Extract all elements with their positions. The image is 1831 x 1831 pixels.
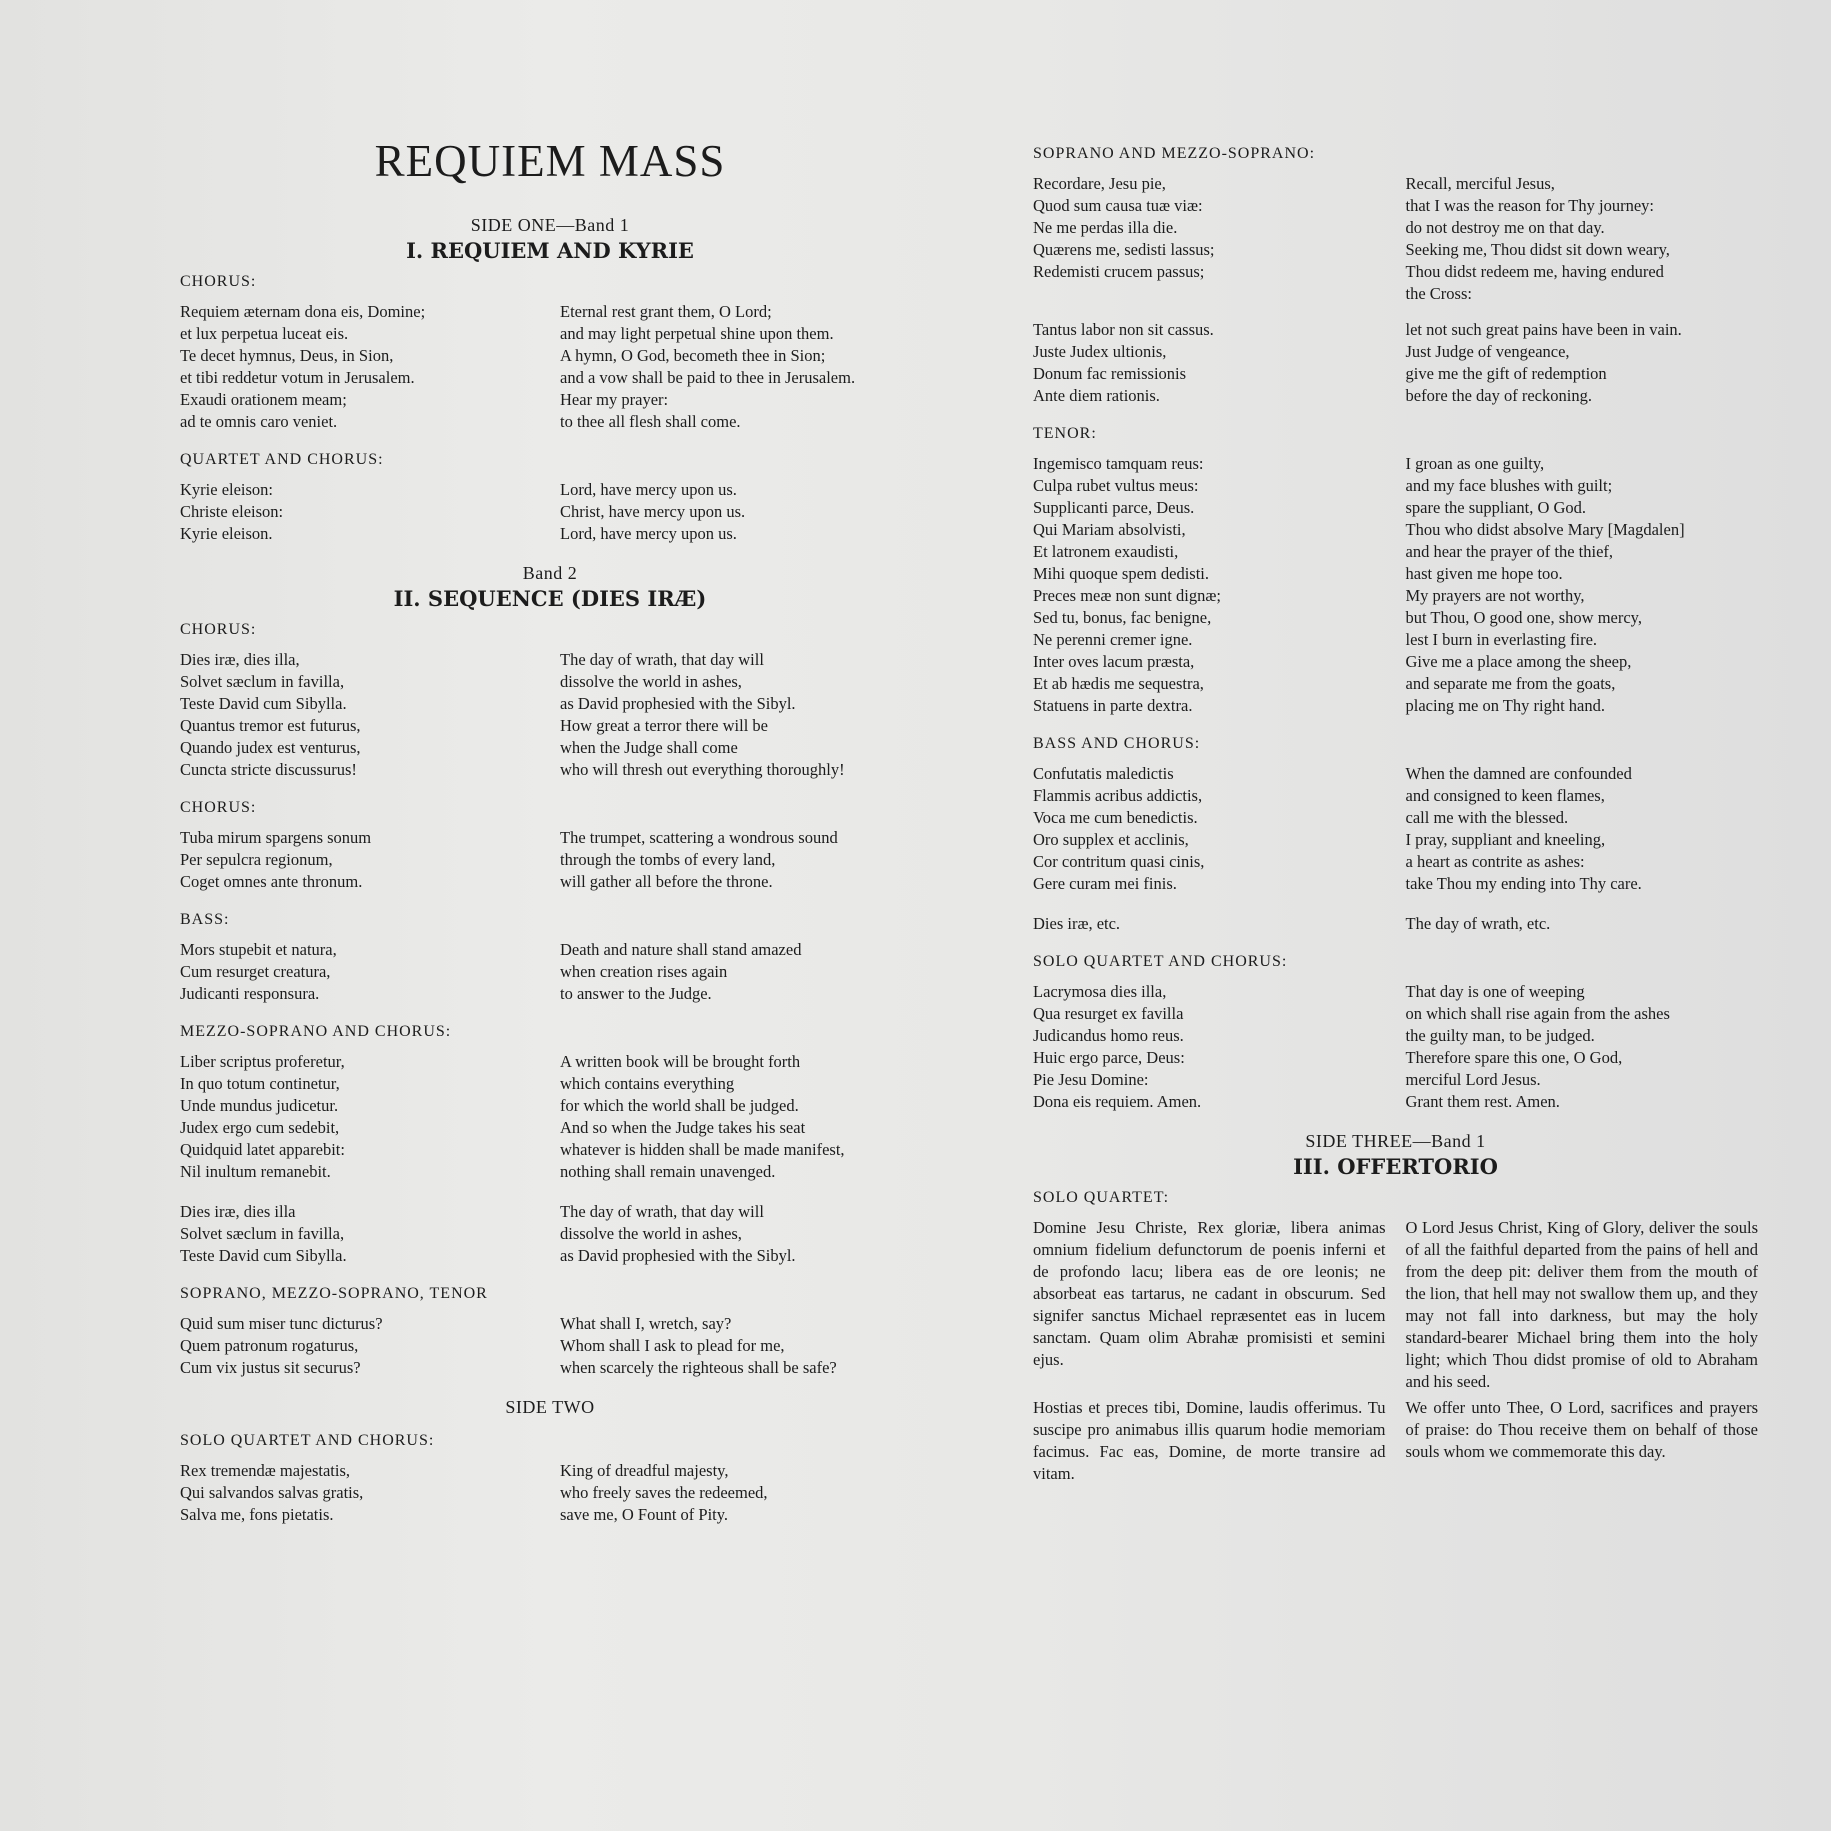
english-column [1406,319,1759,407]
latin-line: Quantus tremor est futurus, [180,716,361,735]
text-block [180,1201,920,1267]
text-block [1033,425,1758,717]
section-label: CHORUS: [180,799,257,816]
latin-line: Confutatis maledictis [1033,764,1174,783]
latin-column [1033,319,1406,407]
english-column [560,939,920,1005]
latin-line: Quando judex est venturus, [180,738,361,757]
english-line: through the tombs of every land, [560,850,776,869]
section-label: SOLO QUARTET AND CHORUS: [180,1432,435,1449]
latin-line: Quidquid latet apparebit: [180,1140,345,1159]
latin-line: Kyrie eleison. [180,524,273,543]
english-line: hast given me hope too. [1405,564,1563,583]
latin-line: Exaudi orationem meam; [180,390,347,409]
english-line: And so when the Judge takes his seat [560,1118,806,1137]
latin-line: Sed tu, bonus, fac benigne, [1033,608,1212,627]
latin-column [180,1313,560,1379]
english-line: Therefore spare this one, O God, [1405,1048,1623,1067]
english-line: and consigned to keen flames, [1405,786,1605,805]
latin-line: Pie Jesu Domine: [1033,1070,1149,1089]
english-line: as David prophesied with the Sibyl. [560,694,796,713]
english-line: that I was the reason for Thy journey: [1405,196,1654,215]
english-line: Lord, have mercy upon us. [560,480,737,499]
english-line: Thou didst redeem me, having endured [1405,262,1664,281]
verse-pair [180,939,920,1005]
english-line: My prayers are not worthy, [1405,586,1585,605]
english-line: but Thou, O good one, show mercy, [1405,608,1642,627]
english-line: That day is one of weeping [1405,982,1585,1001]
text-block [1033,145,1758,305]
english-line: for which the world shall be judged. [560,1096,799,1115]
english-line: Hear my prayer: [560,390,669,409]
english-line: spare the suppliant, O God. [1405,498,1587,517]
band-heading: Band 2 [522,563,578,583]
english-column [1406,173,1759,305]
latin-column [180,649,560,781]
offertorio-pair [1033,1217,1758,1485]
section-label: BASS: [180,911,230,928]
latin-line: Quid sum miser tunc dicturus? [180,1314,383,1333]
english-line: to answer to the Judge. [560,984,712,1003]
english-line: who freely saves the redeemed, [560,1483,768,1502]
english-line: when the Judge shall come [560,738,738,757]
english-line: The day of wrath, that day will [560,650,764,669]
latin-line: Christe eleison: [180,502,284,521]
latin-line: Cum resurget creatura, [180,962,331,981]
english-paragraph: We offer unto Thee, O Lord, sacrifices and prayers of praise: do Thou receive them on behalf of those souls whom we commemorate this day. [1405,1398,1758,1461]
latin-column [180,827,560,893]
section-title: III. OFFERTORIO [1293,1154,1498,1179]
latin-line: Teste David cum Sibylla. [180,694,347,713]
latin-line: Judicandus homo reus. [1033,1026,1184,1045]
page-title: REQUIEM MASS [374,136,726,186]
latin-line: Quærens me, sedisti lassus; [1033,240,1215,259]
english-column [1406,913,1759,935]
latin-line: Solvet sæclum in favilla, [180,672,345,691]
latin-line: Requiem æternam dona eis, Domine; [180,302,426,321]
verse-pair [180,1051,920,1183]
latin-line: Judicanti responsura. [180,984,320,1003]
side-heading: SIDE TWO [505,1397,595,1417]
band-heading: SIDE THREE—Band 1 [1305,1131,1486,1151]
english-column [560,1313,920,1379]
english-line: merciful Lord Jesus. [1405,1070,1541,1089]
latin-line: Nil inultum remanebit. [180,1162,331,1181]
latin-column [180,1201,560,1267]
english-line: and separate me from the goats, [1405,674,1616,693]
latin-line: Cor contritum quasi cinis, [1033,852,1205,871]
english-line: the Cross: [1405,284,1472,303]
english-paragraph: O Lord Jesus Christ, King of Glory, deliver the souls of all the faithful departed from the pains of hell and from the deep pit: deliver them from the mouth of the lion, that hell may not swallow them up, and they may not fall into darkness, but may the holy standard-bearer Michael bring them into the holy light; which Thou didst promise of old to Abraham and his seed. [1405,1218,1758,1391]
latin-column [1033,763,1406,895]
english-line: dissolve the world in ashes, [560,672,742,691]
english-line: Lord, have mercy upon us. [560,524,737,543]
section-label: CHORUS: [180,621,257,638]
english-line: give me the gift of redemption [1405,364,1607,383]
text-block [180,1432,920,1526]
english-column [560,1460,920,1526]
latin-line: Flammis acribus addictis, [1033,786,1203,805]
latin-column [180,479,560,545]
verse-pair [180,827,920,893]
section-label: SOPRANO, MEZZO-SOPRANO, TENOR [180,1285,488,1302]
text-block [180,1023,920,1183]
english-line: King of dreadful majesty, [560,1461,729,1480]
english-line: The day of wrath, that day will [560,1202,764,1221]
verse-pair [1033,913,1758,935]
verse-pair [1033,173,1758,305]
latin-line: Per sepulcra regionum, [180,850,333,869]
english-line: save me, O Fount of Pity. [560,1505,729,1524]
latin-line: Salva me, fons pietatis. [180,1505,334,1524]
band-heading: SIDE ONE—Band 1 [470,215,630,235]
english-line: When the damned are confounded [1405,764,1632,783]
latin-column [180,939,560,1005]
text-block [1033,913,1758,935]
english-column [560,649,920,781]
latin-line: Judex ergo cum sedebit, [180,1118,340,1137]
section-label: SOLO QUARTET AND CHORUS: [1033,953,1288,970]
verse-pair [180,1313,920,1379]
english-line: dissolve the world in ashes, [560,1224,742,1243]
text-block [1033,953,1758,1113]
english-line: who will thresh out everything thoroughly! [560,760,845,779]
english-line: What shall I, wretch, say? [560,1314,732,1333]
verse-pair [1033,763,1758,895]
english-line: when creation rises again [560,962,728,981]
verse-pair [180,301,920,433]
english-line: I groan as one guilty, [1405,454,1545,473]
latin-line: Dies iræ, dies illa, [180,650,300,669]
english-line: Thou who didst absolve Mary [Magdalen] [1405,520,1685,539]
english-line: lest I burn in everlasting fire. [1405,630,1598,649]
latin-line: Preces meæ non sunt dignæ; [1033,586,1221,605]
english-line: on which shall rise again from the ashes [1405,1004,1670,1023]
latin-line: ad te omnis caro veniet. [180,412,338,431]
english-line: will gather all before the throne. [560,872,773,891]
english-column [1406,981,1759,1113]
text-block [1033,319,1758,407]
latin-line: Liber scriptus proferetur, [180,1052,345,1071]
latin-column [1033,1217,1406,1485]
section-label: CHORUS: [180,273,257,290]
english-line: Seeking me, Thou didst sit down weary, [1405,240,1670,259]
english-line: and my face blushes with guilt; [1405,476,1613,495]
english-column [1406,763,1759,895]
latin-line: Ne me perdas illa die. [1033,218,1178,237]
latin-line: Qui salvandos salvas gratis, [180,1483,364,1502]
latin-line: Coget omnes ante thronum. [180,872,363,891]
english-line: How great a terror there will be [560,716,768,735]
section-label: TENOR: [1033,425,1097,442]
text-block [180,799,920,893]
latin-line: Dona eis requiem. Amen. [1033,1092,1202,1111]
english-column [560,301,920,433]
latin-line: Dies iræ, dies illa [180,1202,296,1221]
english-line: Christ, have mercy upon us. [560,502,746,521]
left-column [180,135,920,1544]
english-line: do not destroy me on that day. [1405,218,1605,237]
latin-paragraph: Hostias et preces tibi, Domine, laudis offerimus. Tu suscipe pro animabus illis quarum hodie memoriam facimus. Fac eas, Domine, de morte transire ad vitam. [1033,1398,1386,1483]
latin-line: Cum vix justus sit securus? [180,1358,361,1377]
english-line: call me with the blessed. [1405,808,1569,827]
latin-line: Quem patronum rogaturus, [180,1336,359,1355]
text-block [1033,735,1758,895]
english-line: A hymn, O God, becometh thee in Sion; [560,346,826,365]
latin-line: et tibi reddetur votum in Jerusalem. [180,368,415,387]
latin-column [1033,173,1406,305]
english-line: before the day of reckoning. [1405,386,1592,405]
latin-line: Statuens in parte dextra. [1033,696,1193,715]
verse-pair [180,479,920,545]
latin-line: Qua resurget ex favilla [1033,1004,1184,1023]
latin-paragraph: Domine Jesu Christe, Rex gloriæ, libera animas omnium fidelium defunctorum de poenis inferni et de profondo lacu; libera eas de ore leonis; ne absorbeat eas tartarus, ne cadant in obscurum. Sed signifer sanctus Michael repræsentet eas in lucem sanctam. Quam olim Abrahæ promisisti et semini ejus. [1033,1218,1386,1369]
section-label: SOLO QUARTET: [1033,1189,1170,1206]
latin-line: Mors stupebit et natura, [180,940,337,959]
latin-line: Donum fac remissionis [1033,364,1187,383]
english-line: nothing shall remain unavenged. [560,1162,776,1181]
verse-pair [180,1460,920,1526]
latin-line: Culpa rubet vultus meus: [1033,476,1199,495]
english-line: the guilty man, to be judged. [1405,1026,1595,1045]
text-block [180,621,920,781]
latin-line: Te decet hymnus, Deus, in Sion, [180,346,394,365]
text-block [180,273,920,433]
latin-line: Et ab hædis me sequestra, [1033,674,1204,693]
latin-line: Kyrie eleison: [180,480,274,499]
section-label: MEZZO-SOPRANO AND CHORUS: [180,1023,452,1040]
latin-line: Unde mundus judicetur. [180,1096,339,1115]
english-line: take Thou my ending into Thy care. [1405,874,1642,893]
english-column [560,479,920,545]
latin-line: In quo totum continetur, [180,1074,340,1093]
english-line: Eternal rest grant them, O Lord; [560,302,772,321]
latin-line: Lacrymosa dies illa, [1033,982,1167,1001]
english-line: Whom shall I ask to plead for me, [560,1336,785,1355]
english-line: placing me on Thy right hand. [1405,696,1605,715]
latin-line: Dies iræ, etc. [1033,914,1121,933]
latin-column [180,1051,560,1183]
verse-pair [180,649,920,781]
verse-pair [1033,453,1758,717]
latin-line: Huic ergo parce, Deus: [1033,1048,1185,1067]
latin-line: Tuba mirum spargens sonum [180,828,372,847]
latin-line: Recordare, Jesu pie, [1033,174,1166,193]
latin-line: Et latronem exaudisti, [1033,542,1179,561]
english-line: when scarcely the righteous shall be safe? [560,1358,837,1377]
latin-column [1033,913,1406,935]
latin-line: Voca me cum benedictis. [1033,808,1198,827]
latin-line: Redemisti crucem passus; [1033,262,1205,281]
english-line: Recall, merciful Jesus, [1405,174,1555,193]
english-line: let not such great pains have been in vain. [1405,320,1682,339]
english-line: I pray, suppliant and kneeling, [1405,830,1606,849]
latin-column [180,1460,560,1526]
english-column [1406,453,1759,717]
english-line: Death and nature shall stand amazed [560,940,802,959]
latin-line: Juste Judex ultionis, [1033,342,1167,361]
english-column [560,827,920,893]
verse-pair [180,1201,920,1267]
latin-line: et lux perpetua luceat eis. [180,324,349,343]
english-line: as David prophesied with the Sibyl. [560,1246,796,1265]
latin-line: Mihi quoque spem dedisti. [1033,564,1209,583]
english-column [560,1051,920,1183]
latin-line: Inter oves lacum præsta, [1033,652,1195,671]
latin-line: Ingemisco tamquam reus: [1033,454,1204,473]
latin-line: Supplicanti parce, Deus. [1033,498,1195,517]
text-block [180,451,920,545]
english-line: The day of wrath, etc. [1405,914,1551,933]
text-block [180,911,920,1005]
english-line: to thee all flesh shall come. [560,412,741,431]
english-line: Give me a place among the sheep, [1405,652,1632,671]
latin-line: Rex tremendæ majestatis, [180,1461,351,1480]
latin-line: Cuncta stricte discussurus! [180,760,357,779]
english-line: a heart as contrite as ashes: [1405,852,1585,871]
verse-pair [1033,319,1758,407]
english-line: and may light perpetual shine upon them. [560,324,834,343]
latin-line: Ne perenni cremer igne. [1033,630,1193,649]
english-line: whatever is hidden shall be made manifest, [560,1140,845,1159]
latin-column [1033,453,1406,717]
section-title: II. SEQUENCE (DIES IRÆ) [393,586,707,611]
latin-column [1033,981,1406,1113]
english-line: The trumpet, scattering a wondrous sound [560,828,838,847]
latin-line: Oro supplex et acclinis, [1033,830,1189,849]
english-line: and a vow shall be paid to thee in Jerusalem. [560,368,856,387]
text-block [180,1285,920,1379]
section-title: I. REQUIEM AND KYRIE [406,238,694,263]
english-line: and hear the prayer of the thief, [1405,542,1614,561]
section-label: SOPRANO AND MEZZO-SOPRANO: [1033,145,1316,162]
english-column [560,1201,920,1267]
section-label: BASS AND CHORUS: [1033,735,1201,752]
english-line: A written book will be brought forth [560,1052,801,1071]
english-line: which contains everything [560,1074,735,1093]
latin-line: Teste David cum Sibylla. [180,1246,347,1265]
right-column [1033,145,1758,1503]
english-line: Grant them rest. Amen. [1405,1092,1560,1111]
latin-line: Solvet sæclum in favilla, [180,1224,345,1243]
english-line: Just Judge of vengeance, [1405,342,1570,361]
latin-line: Qui Mariam absolvisti, [1033,520,1186,539]
latin-line: Ante diem rationis. [1033,386,1160,405]
latin-line: Tantus labor non sit cassus. [1033,320,1214,339]
latin-line: Quod sum causa tuæ viæ: [1033,196,1203,215]
latin-column [180,301,560,433]
verse-pair [1033,981,1758,1113]
latin-line: Gere curam mei finis. [1033,874,1177,893]
english-column [1406,1217,1759,1485]
section-label: QUARTET AND CHORUS: [180,451,384,468]
